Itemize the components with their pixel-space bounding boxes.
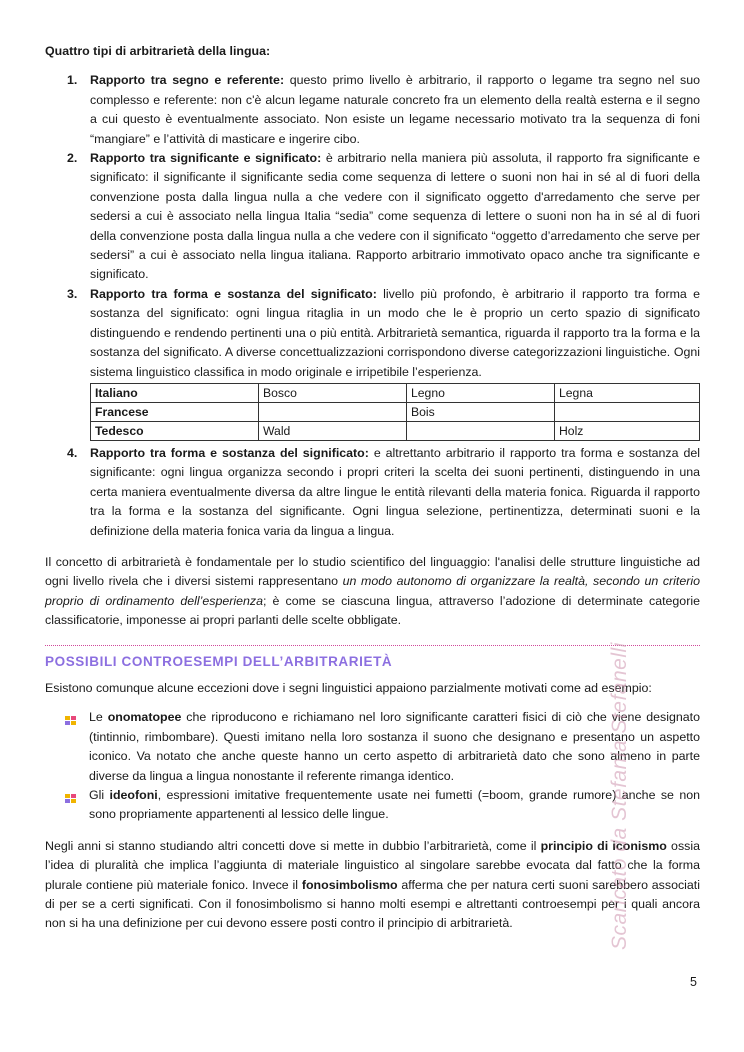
table-cell: Bois: [407, 402, 555, 421]
item-text: livello più profondo, è arbitrario il rapporto tra forma e sostanza del significato: ogni lingua ritaglia in un modo che le è proprio un certo spazio di significato distinguendo e rendendo pertinenti una o più entità. Arbitrarietà semantica, riguarda il rapporto tra la forma e la sostanza del significato. A diverse concettualizzazioni corrispondono diverse categorizzazioni linguistiche. Ogni sistema linguistico classifica in modo originale e irripetibile l’esperienza.: [90, 286, 700, 379]
page-number: 5: [690, 975, 697, 989]
item-heading: Rapporto tra forma e sostanza del significato:: [90, 286, 377, 301]
list-item: [45, 786, 700, 825]
list-item: [45, 708, 700, 786]
table-cell: [555, 402, 700, 421]
table-cell: Italiano: [91, 383, 259, 402]
table-cell: Francese: [91, 402, 259, 421]
item-number: 3.: [67, 286, 78, 301]
item-text: questo primo livello è arbitrario, il rapporto o legame tra segno nel suo complesso e referente: non c'è alcun legame naturale concreto fra un elemento della realtà esterna e il segno a cui questo è eventualmente associato. Non esiste un legame necessario motivato tra la sequenza di foni “mangiare” e l’attività di masticare e ingerire cibo.: [90, 73, 700, 146]
arbitrariness-paragraph: [45, 553, 700, 631]
section-divider: [45, 645, 700, 646]
intro-title: Quattro tipi di arbitrarietà della lingua:: [45, 44, 271, 58]
paragraph-italic: un modo autonomo di organizzare la realtà, secondo un criterio proprio di ordinamento dell’esperienza: [45, 574, 700, 608]
counterexamples-list: [45, 708, 700, 824]
bullet-text: che riproducono e richiamano nel loro significante caratteri fisici di ciò che viene designato (tintinnio, rimbombare). Questi imitano nella loro sostanza il suono che designano e presentano un aspetto iconico. Va notato che anche queste hanno un certo aspetto di arbitrarietà dato che sono almeno in parte diverse da lingua a lingua nonostante il referente rimanga identico.: [89, 710, 700, 783]
paragraph-text: ; è come se ciascuna lingua, attraverso l’adozione di determinate categorie classificatorie, imponesse ai propri parlanti delle scelte obbligate.: [45, 593, 700, 628]
table-cell: [407, 421, 555, 440]
list-item: [45, 71, 700, 149]
arbitrariness-list: [45, 71, 700, 541]
bullet-icon: [65, 791, 76, 801]
paragraph-bold: principio di iconismo: [540, 838, 667, 853]
table-row: [91, 402, 700, 421]
table-cell: Tedesco: [91, 421, 259, 440]
bullet-icon: [65, 713, 76, 723]
table-cell: Wald: [259, 421, 407, 440]
bullet-term: onomatopee: [107, 710, 182, 725]
table-cell: Legno: [407, 383, 555, 402]
paragraph-text: Negli anni si stanno studiando altri concetti dove si mette in dubbio l’arbitrarietà, come il: [45, 838, 541, 853]
language-table: [90, 383, 700, 441]
paragraph-text: ossia l’idea di pluralità che implica l’aggiunta di materiale linguistico al singolare sarebbe evocata dal fatto che la forma plurale contiene più materiale fonico. Invece il: [45, 838, 700, 892]
iconism-paragraph: [45, 837, 700, 934]
document-page: [45, 42, 700, 934]
paragraph-text: afferma che per natura certi suoni sarebbero associati di per se a certi significati. Con il fonosimbolismo si hanno molti esempi e altrettanti controesempi per i quali ancora non si ha una definizione per cui devono essere posti contro il principio di arbitrarietà.: [45, 877, 701, 931]
item-number: 4.: [67, 445, 78, 460]
item-heading: Rapporto tra segno e referente:: [90, 73, 285, 88]
bullet-text: Le: [89, 710, 108, 725]
section-title: POSSIBILI CONTROESEMPI DELL’ARBITRARIETÀ: [45, 653, 393, 669]
list-item: [45, 149, 700, 285]
table-cell: [259, 402, 407, 421]
table-cell: Legna: [555, 383, 700, 402]
item-text: è arbitrario nella maniera più assoluta, il rapporto fra significante e significato: il significante il significante sedia come sequenza di lettere o suoni non hai in sé al di fuori della convenzione posta dalla lingua nulla a che vedere con il significato oggetto d'arredamento che serve per sedersi a cui è associato nella lingua Italia “sedia” come sequenza di lettere o suoni non ha in sé al di fuori della convenzione posta dalla lingua nulla a che vedere con il significato “oggetto d’arredamento che serve per sedersi” a cui è associato nella lingua italiana. Rapporto arbitrario immotivato opaco anche tra significante e significato.: [90, 151, 701, 282]
table-row: [91, 383, 700, 402]
item-heading: Rapporto tra forma e sostanza del significato:: [90, 445, 369, 460]
table-row: [91, 421, 700, 440]
list-item: [45, 444, 700, 541]
table-cell: Bosco: [259, 383, 407, 402]
bullet-text: Gli: [89, 788, 110, 802]
bullet-text: , espressioni imitative frequentemente usate nei fumetti (=boom, grande rumore) anche se non sono propriamente appartenenti al lessico delle lingue.: [89, 788, 700, 822]
watermark: Scaricato da Stefania Stefanelli: [608, 642, 631, 950]
table-cell: Holz: [555, 421, 700, 440]
list-item: [45, 285, 700, 441]
section-lead: Esistono comunque alcune eccezioni dove i segni linguistici appaiono parzialmente motivati come ad esempio:: [45, 680, 652, 695]
bullet-term: ideofoni: [109, 788, 158, 802]
item-number: 2.: [67, 151, 78, 166]
item-number: 1.: [67, 73, 78, 88]
paragraph-text: Il concetto di arbitrarietà è fondamentale per lo studio scientifico del linguaggio: l'analisi delle strutture linguistiche ad ogni livello rivela che i diversi sistemi rappresentano: [45, 554, 700, 589]
item-heading: Rapporto tra significante e significato:: [90, 151, 322, 166]
paragraph-bold: fonosimbolismo: [301, 877, 398, 892]
item-text: e altrettanto arbitrario il rapporto tra forma e sostanza del significante: ogni lingua organizza secondo i propri criteri la scelta dei suoni pertinenti, distinguendo in una certa maniera eventualmente diversa da altre lingue le entità rilevanti della materia fonica. Riguarda il rapporto tra la forma e la sostanza del significante. Ogni lingua selezione, pertinentizza, determinati suoni e la definizione della materia fonica varia da lingua a lingua.: [90, 445, 700, 538]
